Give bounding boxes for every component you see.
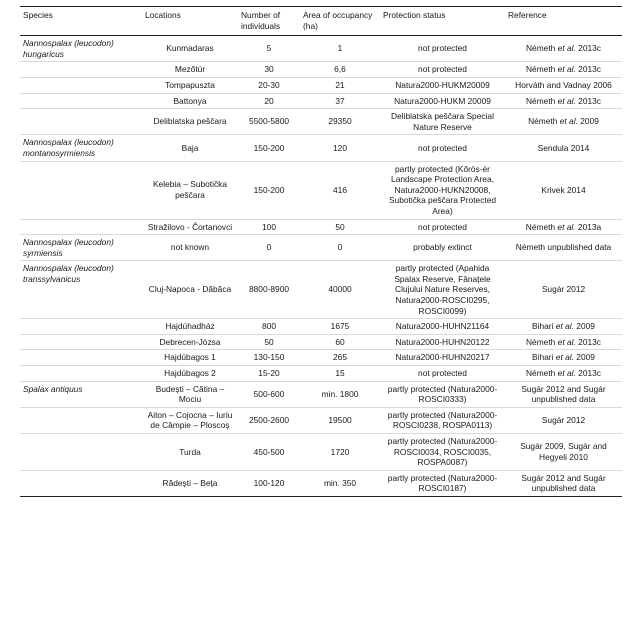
cell-location: Aiton – Cojocna – Iuriu de Câmpie – Ploscoș [142, 407, 238, 433]
table-row [20, 334, 622, 350]
cell-location: Kunmadaras [142, 36, 238, 62]
table-row [20, 235, 622, 261]
reference-text: 2013c [575, 368, 601, 379]
cell-reference [505, 161, 622, 219]
cell-number: 20-30 [238, 77, 300, 93]
reference-text: Németh [526, 368, 558, 379]
cell-number: 8800-8900 [238, 261, 300, 319]
table-row [20, 219, 622, 235]
cell-area: 1675 [300, 319, 380, 335]
table-row [20, 366, 622, 382]
header-number-of-individuals: Number of individuals [238, 7, 300, 36]
cell-species [20, 93, 142, 109]
cell-location: Hajdúbagos 1 [142, 350, 238, 366]
reference-text: Németh [526, 336, 558, 347]
reference-text: Németh [528, 116, 560, 127]
table-body [20, 36, 622, 497]
cell-protection-status: not protected [380, 36, 505, 62]
cell-species [20, 77, 142, 93]
cell-number: 0 [238, 235, 300, 261]
reference-text: Németh [525, 221, 558, 232]
reference-text: Sugár 2009, Sugár and Hegyeli 2010 [520, 441, 607, 462]
cell-species [20, 62, 142, 78]
cell-location: not known [142, 235, 238, 261]
table-row [20, 109, 622, 135]
cell-protection-status: Natura2000-HUHN21164 [380, 319, 505, 335]
reference-text: Sugár 2012 [541, 415, 586, 426]
reference-text: Krivek 2014 [541, 184, 586, 195]
cell-species [20, 334, 142, 350]
table-row [20, 434, 622, 471]
cell-area: 265 [300, 350, 380, 366]
cell-protection-status: partly protected (Kőrös-ér Landscape Protection Area, Natura2000-HUKN20008, Subotička peščara Protected Area) [380, 161, 505, 219]
table-row [20, 470, 622, 496]
cell-number: 5500-5800 [238, 109, 300, 135]
cell-species [20, 161, 142, 219]
header-species: Species [20, 7, 142, 36]
cell-area: 50 [300, 219, 380, 235]
cell-species [20, 350, 142, 366]
reference-text: et al. [555, 321, 574, 332]
cell-protection-status: probably extinct [380, 235, 505, 261]
cell-location: Rădești – Beța [142, 470, 238, 496]
cell-reference [505, 470, 622, 496]
reference-text: Sugár 2012 and Sugár unpublished data [521, 472, 606, 494]
reference-text: 2009 [573, 321, 595, 332]
table-row [20, 407, 622, 433]
cell-protection-status: Natura2000-HUHN20217 [380, 350, 505, 366]
cell-location: Hajdúbagos 2 [142, 366, 238, 382]
cell-species [20, 470, 142, 496]
table-row [20, 350, 622, 366]
cell-number: 100-120 [238, 470, 300, 496]
cell-reference [505, 334, 622, 350]
cell-reference [505, 261, 622, 319]
header-row [20, 7, 622, 36]
reference-text: 2013c [575, 95, 601, 106]
cell-area: 40000 [300, 261, 380, 319]
cell-species [20, 109, 142, 135]
cell-protection-status: partly protected (Natura2000-ROSCI0034, ROSCI0035, ROSPA0087) [380, 434, 505, 471]
cell-species [20, 407, 142, 433]
cell-area: 37 [300, 93, 380, 109]
cell-location: Tompapuszta [142, 77, 238, 93]
cell-area: 0 [300, 235, 380, 261]
cell-reference [505, 77, 622, 93]
cell-number: 150-200 [238, 135, 300, 161]
header-reference: Reference [505, 7, 622, 36]
cell-species [20, 219, 142, 235]
cell-protection-status: partly protected (Apahida Spalax Reserve, Fânațele Clujului Nature Reserves, Natura2000-ROSCI0295, ROSCI0099) [380, 261, 505, 319]
cell-location: Battonya [142, 93, 238, 109]
cell-species: Nannospalax (leucodon) hungaricus [20, 36, 142, 62]
cell-reference [505, 381, 622, 407]
cell-reference [505, 350, 622, 366]
reference-text: et al. [555, 352, 574, 363]
header-locations: Locations [142, 7, 238, 36]
cell-location: Kelebia – Subotička peščara [142, 161, 238, 219]
cell-species [20, 434, 142, 471]
reference-text: et al. [557, 368, 576, 379]
cell-species [20, 366, 142, 382]
cell-area: 1720 [300, 434, 380, 471]
table-row [20, 93, 622, 109]
reference-text: Németh [526, 64, 558, 75]
reference-text: 2013c [575, 43, 601, 54]
cell-location: Stražilovo - Čortanovci [142, 219, 238, 235]
reference-text: et al. [557, 95, 576, 106]
table-row [20, 77, 622, 93]
cell-area: 6,6 [300, 62, 380, 78]
cell-area: 29350 [300, 109, 380, 135]
cell-reference [505, 109, 622, 135]
cell-area: 15 [300, 366, 380, 382]
reference-text: Sendula 2014 [537, 142, 590, 153]
cell-number: 100 [238, 219, 300, 235]
cell-protection-status: not protected [380, 366, 505, 382]
cell-location: Cluj-Napoca - Dăbâca [142, 261, 238, 319]
cell-protection-status: not protected [380, 219, 505, 235]
cell-reference [505, 93, 622, 109]
cell-number: 30 [238, 62, 300, 78]
reference-text: Németh [526, 43, 558, 54]
table-row [20, 161, 622, 219]
cell-reference [505, 135, 622, 161]
cell-reference [505, 407, 622, 433]
reference-text: Bihari [532, 352, 556, 363]
table-row [20, 381, 622, 407]
cell-reference [505, 366, 622, 382]
table-row [20, 261, 622, 319]
reference-text: Sugár 2012 [541, 284, 586, 295]
reference-text: 2013a [575, 221, 602, 232]
cell-area: 1 [300, 36, 380, 62]
table-row [20, 319, 622, 335]
cell-number: 2500-2600 [238, 407, 300, 433]
cell-location: Hajdúhadház [142, 319, 238, 335]
cell-area: 416 [300, 161, 380, 219]
table-row [20, 135, 622, 161]
cell-number: 15-20 [238, 366, 300, 382]
cell-reference [505, 219, 622, 235]
cell-number: 50 [238, 334, 300, 350]
cell-protection-status: Natura2000-HUKM20009 [380, 77, 505, 93]
cell-species: Nannospalax (leucodon) transsylvanicus [20, 261, 142, 319]
reference-text: Horváth and Vadnay 2006 [515, 79, 612, 90]
reference-text: et al. [557, 221, 576, 232]
cell-reference [505, 434, 622, 471]
cell-number: 800 [238, 319, 300, 335]
reference-text: et al. [557, 336, 576, 347]
reference-text: et al. [559, 116, 578, 127]
reference-text: et al. [557, 64, 576, 75]
cell-protection-status: not protected [380, 62, 505, 78]
cell-area: min. 1800 [300, 381, 380, 407]
cell-location: Mezőtúr [142, 62, 238, 78]
cell-protection-status: Natura2000-HUKM 20009 [380, 93, 505, 109]
cell-location: Debrecen-Józsa [142, 334, 238, 350]
reference-text: 2009 [577, 116, 599, 127]
cell-protection-status: partly protected (Natura2000-ROSCI0333) [380, 381, 505, 407]
cell-protection-status: partly protected (Natura2000-ROSCI0238, ROSPA0113) [380, 407, 505, 433]
reference-text: Németh [526, 95, 558, 106]
cell-number: 130-150 [238, 350, 300, 366]
cell-location: Deliblatska peščara [142, 109, 238, 135]
species-table [20, 6, 622, 497]
cell-protection-status: Natura2000-HUHN20122 [380, 334, 505, 350]
cell-reference [505, 36, 622, 62]
cell-area: 60 [300, 334, 380, 350]
reference-text: Sugár 2012 and Sugár unpublished data [521, 383, 606, 405]
cell-location: Turda [142, 434, 238, 471]
reference-text: Németh unpublished data [515, 242, 612, 253]
reference-text: et al. [557, 43, 576, 54]
cell-species [20, 319, 142, 335]
cell-number: 450-500 [238, 434, 300, 471]
cell-reference [505, 62, 622, 78]
cell-reference [505, 319, 622, 335]
cell-location: Budești – Cătina – Mociu [142, 381, 238, 407]
cell-species: Nannospalax (leucodon) montanosyrmiensis [20, 135, 142, 161]
cell-number: 20 [238, 93, 300, 109]
reference-text: 2009 [573, 352, 595, 363]
table-row [20, 36, 622, 62]
cell-location: Baja [142, 135, 238, 161]
cell-number: 150-200 [238, 161, 300, 219]
cell-protection-status: not protected [380, 135, 505, 161]
cell-area: 19500 [300, 407, 380, 433]
reference-text: 2013c [575, 336, 601, 347]
table-row [20, 62, 622, 78]
reference-text: 2013c [575, 64, 601, 75]
header-protection-status: Protection status [380, 7, 505, 36]
cell-area: 120 [300, 135, 380, 161]
cell-protection-status: partly protected (Natura2000-ROSCI0187) [380, 470, 505, 496]
cell-species: Nannospalax (leucodon) syrmiensis [20, 235, 142, 261]
cell-number: 500-600 [238, 381, 300, 407]
cell-number: 5 [238, 36, 300, 62]
cell-protection-status: Deliblatska peščara Special Nature Reserve [380, 109, 505, 135]
cell-area: min. 350 [300, 470, 380, 496]
cell-reference [505, 235, 622, 261]
cell-species: Spalax antiquus [20, 381, 142, 407]
header-area-of-occupancy: Area of occupancy (ha) [300, 7, 380, 36]
cell-area: 21 [300, 77, 380, 93]
reference-text: Bihari [532, 321, 556, 332]
